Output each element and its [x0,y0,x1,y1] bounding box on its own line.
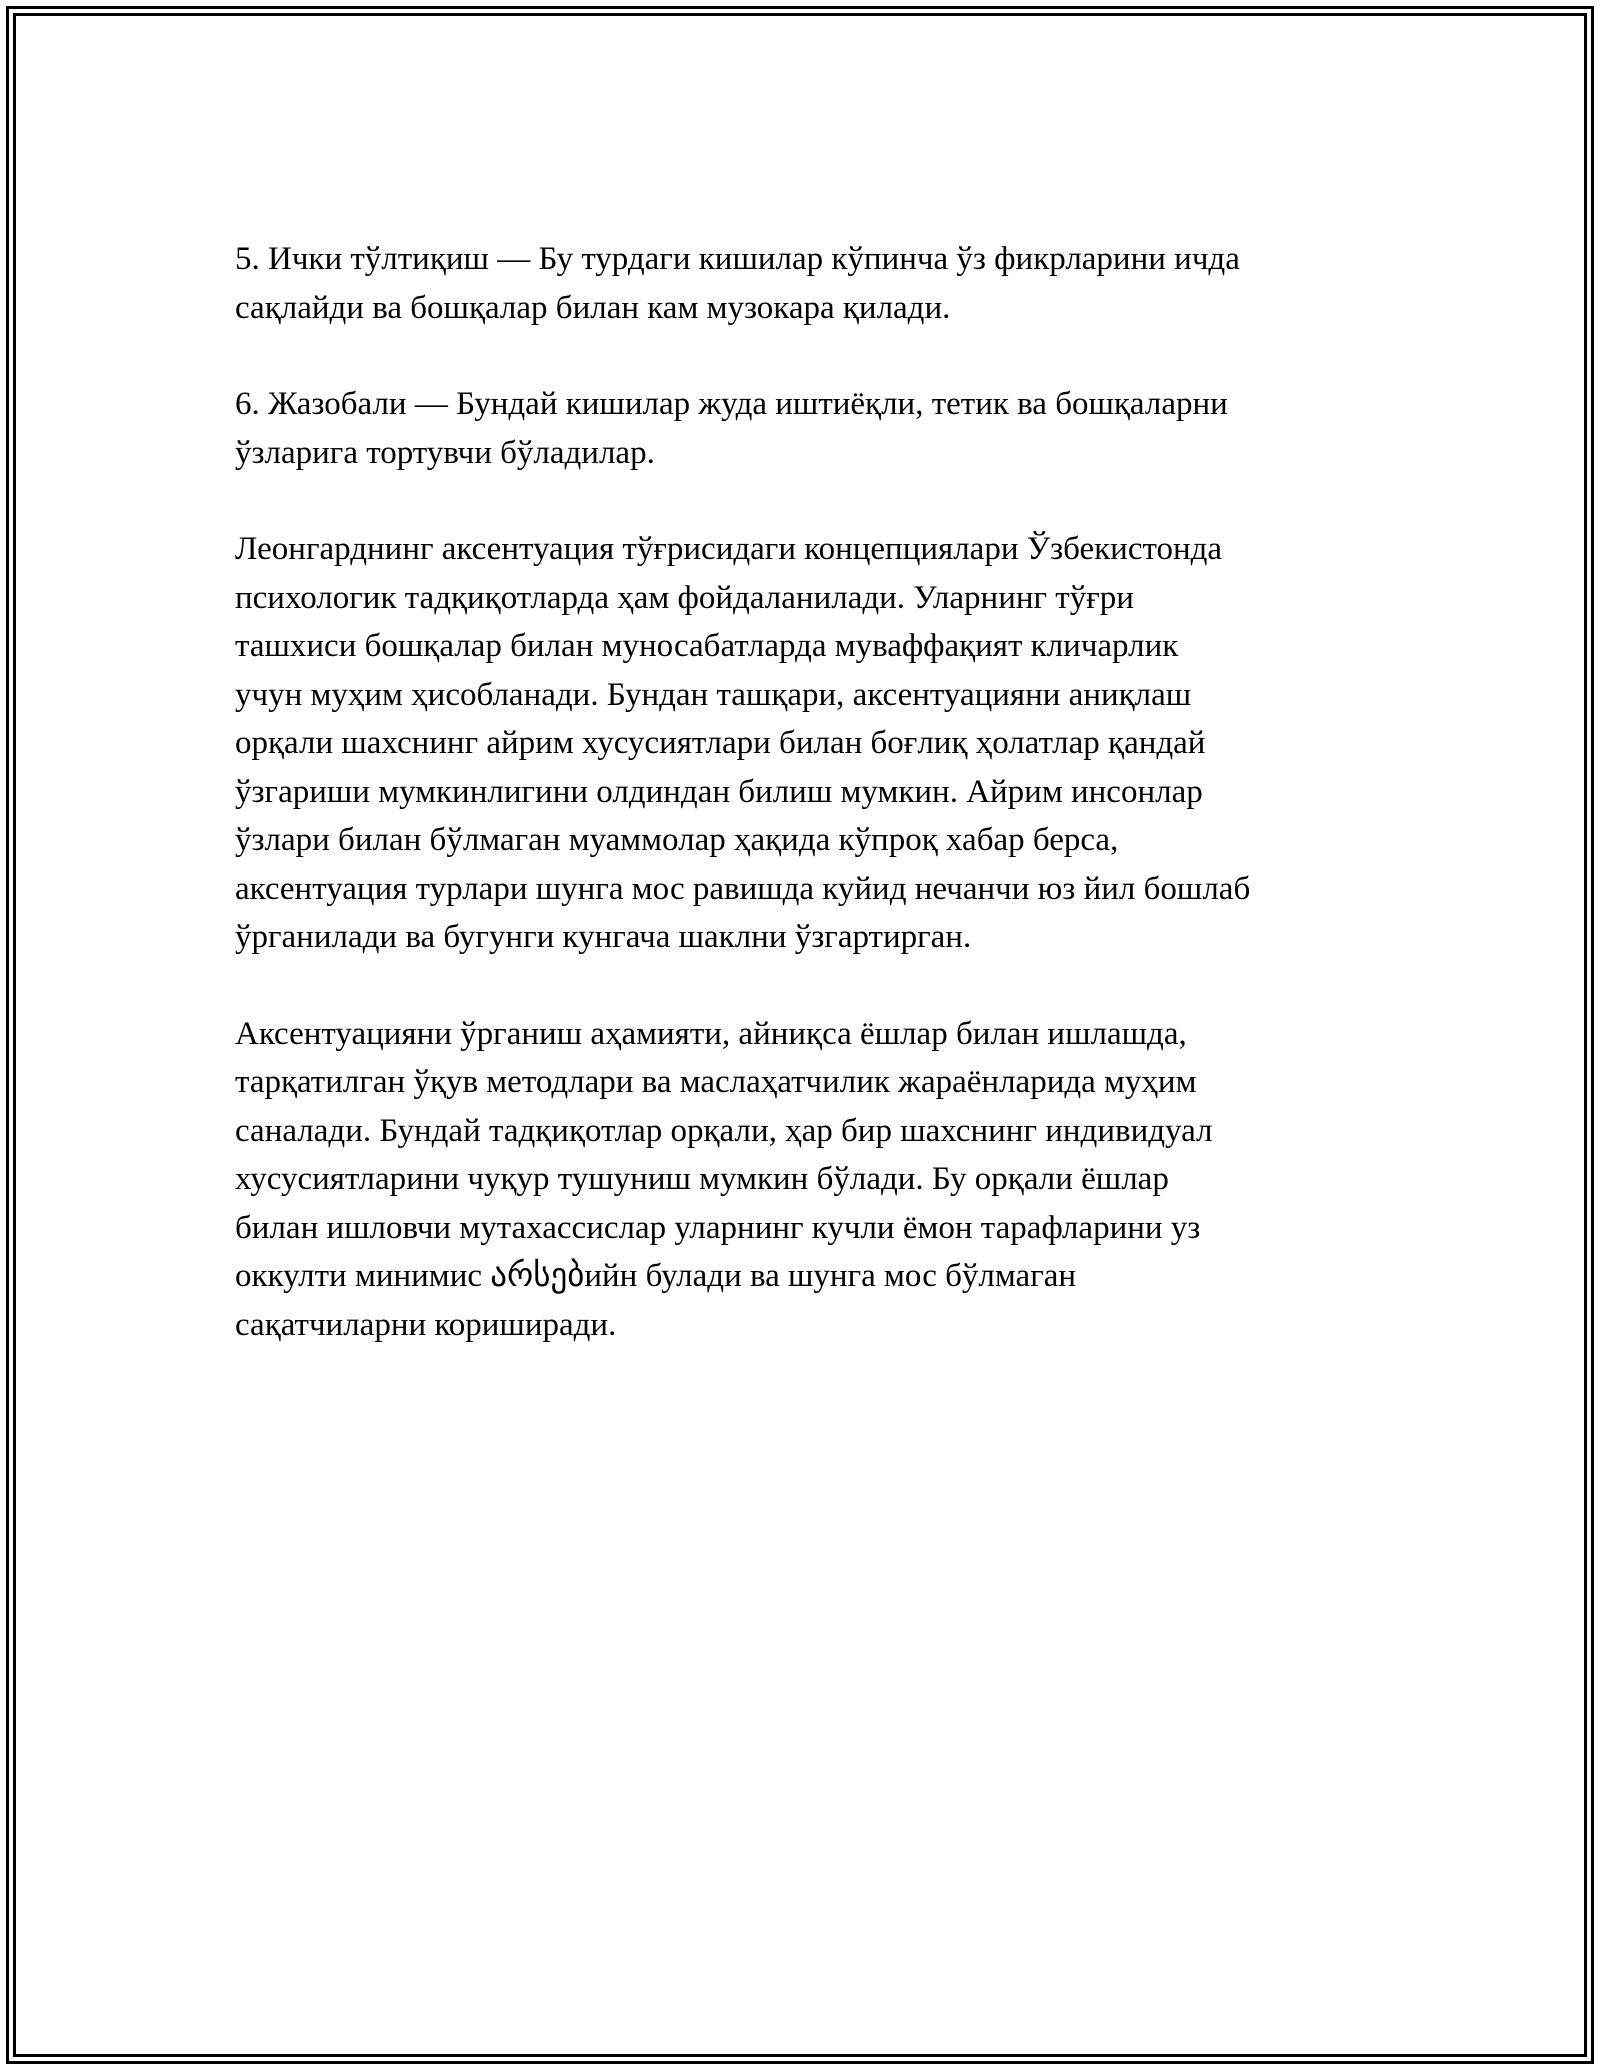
document-body [235,235,1375,1397]
paragraph-item-5 [235,235,1375,332]
text-line: психологик тадқиқотларда ҳам фойдаланилади. Уларнинг тўғри [235,579,1134,616]
text-line: сақлайди ва бошқалар билан кам музокара қилади. [235,289,951,326]
text-line: сақатчиларни кориширади. [235,1306,617,1343]
text-line: 6. Жазобали — Бундай кишилар жуда иштиёқли, тетик ва бошқаларни [235,386,1228,422]
paragraph-item-6 [235,380,1375,477]
text-line: Леонгарднинг аксентуация тўғрисидаги концепциялари Ўзбекистонда [235,531,1223,567]
text-line: ташхиси бошқалар билан муносабатларда муваффақият кличарлик [235,628,1179,664]
text-line: саналади. Бундай тадқиқотлар орқали, ҳар бир шахснинг индивидуал [235,1112,1213,1149]
text-line: Аксентуацияни ўрганиш аҳамияти, айниқса ёшлар билан ишлашда, [235,1015,1187,1052]
text-line: орқали шахснинг айрим хусусиятлари билан боғлиқ ҳолатлар қандай [235,725,1206,761]
text-line: ўзларига тортувчи бўладилар. [235,434,655,471]
paragraph-accentuation-importance [235,1010,1375,1350]
text-line: аксентуация турлари шунга мос равишда куйид нечанчи юз йил бошлаб [235,870,1251,907]
text-line: ўзгариши мумкинлигини олдиндан билиш мумкин. Айрим инсонлар [235,773,1203,810]
text-line: билан ишловчи мутахассислар уларнинг кучли ёмон тарафларини уз [235,1209,1201,1246]
text-line: 5. Ички тўлтиқиш — Бу турдаги кишилар кўпинча ўз фикрларини ичда [235,241,1240,277]
text-line: учун муҳим ҳисобланади. Бундан ташқари, аксентуацияни аниқлаш [235,676,1192,713]
paragraph-leonhard-concepts [235,525,1375,962]
text-line: тарқатилган ўқув методлари ва маслаҳатчилик жараёнларида муҳим [235,1064,1197,1100]
text-line: хусусиятларини чуқур тушуниш мумкин бўлади. Бу орқали ёшлар [235,1161,1169,1197]
text-line: оккулти минимис არსებийн булади ва шунга мос бўлмаган [235,1258,1077,1294]
text-line: ўзлари билан бўлмаган муаммолар ҳақида кўпроқ хабар берса, [235,822,1119,858]
text-line: ўрганилади ва бугунги кунгача шаклни ўзгартирган. [235,919,972,955]
